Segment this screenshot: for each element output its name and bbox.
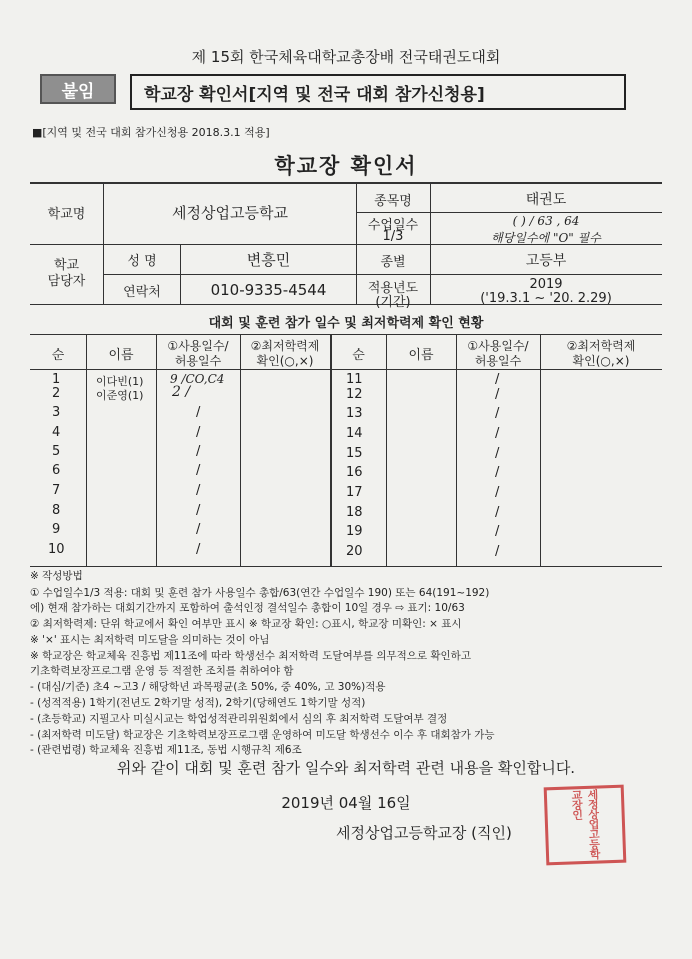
year-label-2: (기간) bbox=[375, 295, 411, 310]
kind-label: 종별 bbox=[380, 255, 406, 270]
attend-label-1: 수업일수 bbox=[367, 218, 419, 233]
row-days: / bbox=[495, 372, 500, 387]
contact-value: 010-9335-4544 bbox=[210, 281, 327, 299]
note-line: - (대심/기준) 초4 ~고3 / 해당학년 과목평균(초 50%, 중 40%, 고 30%)적용 bbox=[30, 681, 386, 693]
note-line: 에) 현재 참가하는 대회기간까지 포함하여 출석인정 결석일수 총합이 10일 경우 ⇨ 표기: 10/63 bbox=[30, 602, 465, 614]
school-value: 세정상업고등학교 bbox=[172, 204, 288, 222]
row-seq: 5 bbox=[52, 444, 61, 459]
row-days: / bbox=[196, 503, 201, 518]
header-box-title: 학교장 확인서[지역 및 전국 대회 참가신청용] bbox=[130, 74, 626, 110]
event-title: 제 15회 한국체육대학교총장배 전국태권도대회 bbox=[191, 48, 501, 66]
row-days: 2 / bbox=[172, 384, 191, 400]
note-line: ② 최저학력제: 단위 학교에서 확인 여부만 표시 ※ 학교장 확인: ○표시, 학교장 미확인: × 표시 bbox=[30, 618, 462, 630]
note-line: - (초등학교) 지필고사 미실시교는 학업성적관리위원회에서 심의 후 최저학력 도달여부 결정 bbox=[30, 713, 448, 725]
header-days-left-2: 허용일수 bbox=[174, 354, 222, 368]
row-name: 이준영(1) bbox=[96, 389, 144, 402]
row-seq: 6 bbox=[52, 463, 61, 478]
header-days-left-1: ①사용일수/ bbox=[167, 339, 229, 353]
header-name-left: 이름 bbox=[108, 348, 134, 363]
row-days: / bbox=[495, 544, 500, 559]
row-days: / bbox=[495, 406, 500, 421]
row-seq: 13 bbox=[346, 406, 363, 421]
row-days: 9 /CO,C4 bbox=[170, 372, 225, 386]
note-line: 기초학력보장프로그램 운영 등 적절한 조치를 취하여야 함 bbox=[30, 665, 294, 677]
year-value-1: 2019 bbox=[529, 277, 563, 292]
kind-value: 고등부 bbox=[525, 253, 567, 269]
row-seq: 10 bbox=[48, 542, 65, 557]
row-days: / bbox=[196, 522, 201, 537]
row-days: / bbox=[495, 485, 500, 500]
attend-value-1: ( ) / 63 , 64 bbox=[512, 214, 580, 228]
note-line: - (최저학력 미도달) 학교장은 기초학력보장프로그램 운영하여 미도달 학생선수 이수 후 대회참가 가능 bbox=[30, 729, 495, 741]
row-seq: 1 bbox=[52, 372, 61, 387]
row-seq: 2 bbox=[52, 386, 61, 401]
header-name-right: 이름 bbox=[408, 348, 434, 363]
event-value: 태권도 bbox=[525, 192, 567, 208]
header-days-right-1: ①사용일수/ bbox=[467, 339, 529, 353]
year-label-1: 적용년도 bbox=[367, 281, 419, 296]
applied-note: ■[지역 및 전국 대회 참가신청용 2018.3.1 적용] bbox=[32, 126, 270, 139]
row-seq: 12 bbox=[346, 387, 363, 402]
confirmation-statement: 위와 같이 대회 및 훈련 참가 일수와 최저학력 관련 내용을 확인합니다. bbox=[116, 759, 576, 777]
header-check-right-2: 확인(○,×) bbox=[572, 354, 630, 368]
header-check-right-1: ②최저학력제 bbox=[566, 339, 636, 353]
row-days: / bbox=[196, 483, 201, 498]
manager-label-2: 담당자 bbox=[47, 274, 86, 289]
year-value-2: ('19.3.1 ~ '20. 2.29) bbox=[480, 291, 612, 306]
row-seq: 3 bbox=[52, 405, 61, 420]
name-value: 변흥민 bbox=[246, 251, 291, 269]
attend-value-2: 해당일수에 "O" 필수 bbox=[491, 231, 601, 245]
event-label: 종목명 bbox=[374, 194, 412, 209]
row-seq: 11 bbox=[346, 372, 363, 387]
note-line: ① 수업일수1/3 적용: 대회 및 훈련 참가 사용일수 총합/63(연간 수업일수 190) 또는 64(191~192) bbox=[30, 587, 490, 599]
official-seal: 세정상업고등학교장인 bbox=[544, 785, 627, 866]
row-days: / bbox=[495, 465, 500, 480]
row-days: / bbox=[495, 446, 500, 461]
header-seq-right: 순 bbox=[352, 348, 365, 363]
row-days: / bbox=[495, 426, 500, 441]
attachment-tag: 붙임 bbox=[40, 74, 116, 104]
row-seq: 18 bbox=[346, 505, 363, 520]
note-line: ※ '×' 표시는 최저학력 미도달을 의미하는 것이 아님 bbox=[30, 634, 270, 646]
header-check-left-2: 확인(○,×) bbox=[256, 354, 314, 368]
notes-heading: ※ 작성방법 bbox=[30, 570, 83, 582]
note-line: - (관련법령) 학교체육 진흥법 제11조, 동법 시행규칙 제6조 bbox=[30, 744, 302, 756]
contact-label: 연락처 bbox=[123, 285, 161, 300]
manager-label-1: 학교 bbox=[53, 258, 80, 273]
principal-signature: 세정상업고등학교장 (직인) bbox=[336, 824, 512, 842]
row-seq: 20 bbox=[346, 544, 363, 559]
row-seq: 15 bbox=[346, 446, 363, 461]
header-check-left-1: ②최저학력제 bbox=[250, 339, 320, 353]
document-title: 학교장 확인서 bbox=[274, 154, 418, 178]
row-days: / bbox=[196, 405, 201, 420]
row-days: / bbox=[196, 542, 201, 557]
attend-label-2: 1/3 bbox=[382, 229, 404, 244]
school-label: 학교명 bbox=[47, 207, 86, 222]
row-seq: 17 bbox=[346, 485, 363, 500]
row-seq: 7 bbox=[52, 483, 61, 498]
note-line: ※ 학교장은 학교체육 진흥법 제11조에 따라 학생선수 최저학력 도달여부를 의무적으로 확인하고 bbox=[30, 650, 471, 662]
header-days-right-2: 허용일수 bbox=[474, 354, 522, 368]
row-name: 이다빈(1) bbox=[96, 375, 144, 388]
header-seq-left: 순 bbox=[51, 348, 65, 363]
row-days: / bbox=[495, 387, 500, 402]
row-seq: 4 bbox=[52, 425, 61, 440]
row-seq: 19 bbox=[346, 524, 363, 539]
row-days: / bbox=[495, 524, 500, 539]
row-seq: 14 bbox=[346, 426, 363, 441]
issue-date: 2019년 04월 16일 bbox=[281, 794, 411, 812]
row-seq: 8 bbox=[52, 503, 61, 518]
row-days: / bbox=[196, 425, 201, 440]
row-days: / bbox=[196, 463, 201, 478]
row-days: / bbox=[495, 505, 500, 520]
row-days: / bbox=[196, 444, 201, 459]
row-seq: 9 bbox=[52, 522, 61, 537]
name-label: 성 명 bbox=[127, 254, 157, 269]
status-title: 대회 및 훈련 참가 일수 및 최저학력제 확인 현황 bbox=[208, 316, 484, 331]
row-seq: 16 bbox=[346, 465, 363, 480]
note-line: - (성적적용) 1학기(전년도 2학기말 성적), 2학기(당해연도 1학기말 성적) bbox=[30, 697, 366, 709]
